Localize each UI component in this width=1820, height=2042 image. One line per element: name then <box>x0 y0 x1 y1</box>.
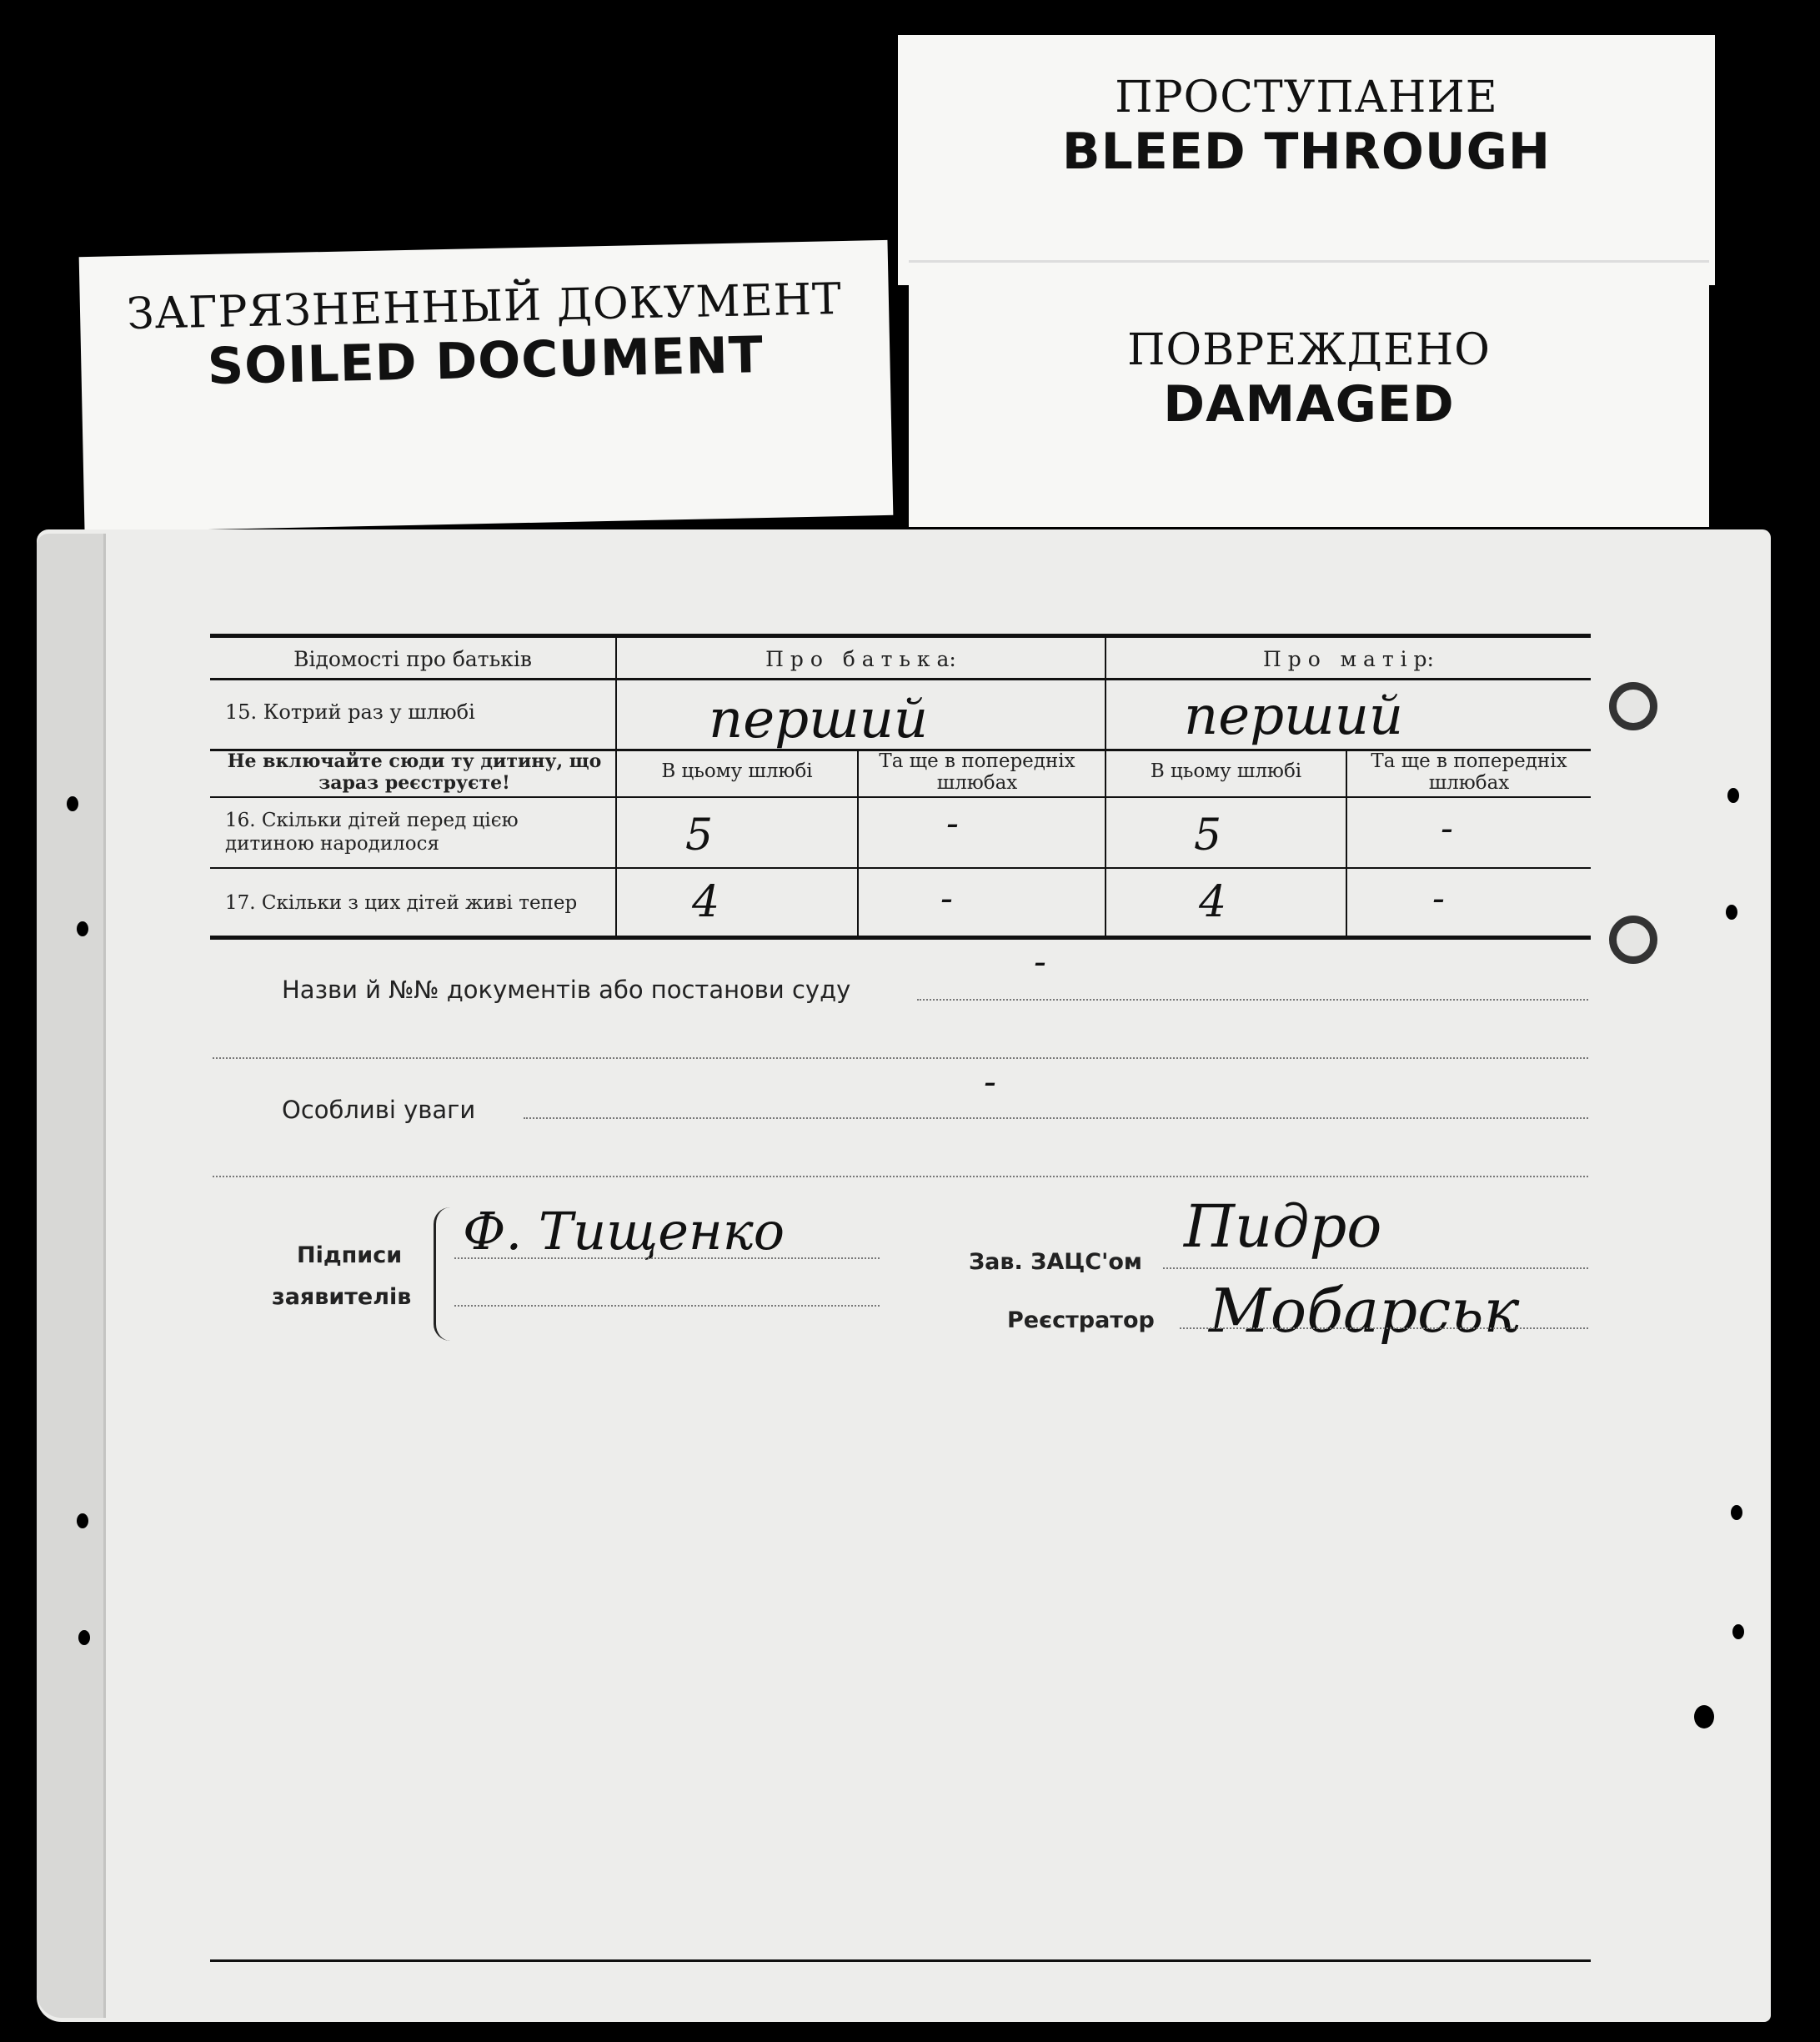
signature-brace <box>434 1207 453 1341</box>
documents-line <box>917 999 1588 1001</box>
registrar-label: Реєстратор <box>1007 1307 1155 1333</box>
subheader-note: Не включайте сюди ту дитину, що зараз реєструєте! <box>227 750 602 794</box>
notes-line-2 <box>213 1176 1588 1177</box>
registrar-signature: Мобарськ <box>1209 1276 1520 1346</box>
applicant-signature-line-2 <box>454 1305 880 1307</box>
documents-label: Назви й №№ документів або постанови суду <box>282 976 851 1004</box>
subheader-mother-previous: Та ще в попередніх шлюбах <box>1371 750 1567 794</box>
row16-father-previous: - <box>946 802 959 845</box>
row16-mother-previous: - <box>1441 807 1453 850</box>
table-bottom-rule <box>210 936 1591 940</box>
sheet-bottom-rule <box>210 1959 1591 1962</box>
applicants-label-2: заявителів <box>272 1284 412 1310</box>
applicant-signature: Ф. Тищенко <box>463 1201 785 1262</box>
head-signature: Пидро <box>1184 1192 1382 1261</box>
header-mother: П р о м а т і р: <box>1263 647 1434 671</box>
header-info-label: Відомості про батьків <box>293 647 532 671</box>
registrar-signature-line <box>1180 1327 1588 1329</box>
subheader-father-current: В цьому шлюбі <box>661 760 813 782</box>
bleed-through-card <box>898 35 1715 285</box>
row16-label: 16. Скільки дітей перед цією дитиною народилося <box>225 810 519 855</box>
punch-hole <box>78 1630 90 1645</box>
notes-line <box>524 1117 1588 1119</box>
punch-hole <box>77 921 88 936</box>
bleed-label-ru: ПРОСТУПАНИЕ <box>1115 73 1498 123</box>
row17-father-current: 4 <box>692 877 720 927</box>
header-father: П р о б а т ь к а: <box>765 647 956 671</box>
punch-hole <box>1727 788 1739 803</box>
table-top-rule <box>210 634 1591 638</box>
sheet-folded-edge <box>37 534 106 2018</box>
punch-hole <box>1694 1705 1714 1728</box>
notes-label: Особливі уваги <box>282 1096 476 1124</box>
notes-value: - <box>984 1061 996 1103</box>
head-signature-line <box>1163 1267 1588 1269</box>
row17-label: 17. Скільки з цих дітей живі тепер <box>225 892 578 914</box>
punch-hole <box>1731 1505 1742 1520</box>
punch-hole <box>1732 1624 1744 1639</box>
row17-mother-previous: - <box>1432 877 1445 920</box>
punch-hole <box>77 1513 88 1528</box>
row15-mother-value: перший <box>1184 685 1404 747</box>
punch-hole <box>67 796 78 811</box>
row16-rule <box>210 867 1591 869</box>
soiled-label-en: SOILED DOCUMENT <box>207 326 765 396</box>
col-divider <box>1105 638 1106 938</box>
row17-father-previous: - <box>940 877 953 920</box>
row16-mother-current: 5 <box>1194 810 1222 860</box>
ring-hole <box>1609 916 1657 964</box>
row15-label: 15. Котрий раз у шлюбі <box>225 700 475 724</box>
ring-hole <box>1609 682 1657 730</box>
subheader-mother-current: В цьому шлюбі <box>1150 760 1302 782</box>
applicant-signature-line <box>454 1257 880 1259</box>
damaged-card <box>909 260 1709 527</box>
row16-father-current: 5 <box>685 810 714 860</box>
damaged-label-ru: ПОВРЕЖДЕНО <box>1127 325 1491 375</box>
damaged-label-en: DAMAGED <box>1163 375 1455 434</box>
bleed-label-en: BLEED THROUGH <box>1061 123 1552 181</box>
applicants-label-1: Підписи <box>297 1242 403 1268</box>
subheader-rule <box>210 796 1591 798</box>
subheader-father-previous: Та ще в попередніх шлюбах <box>879 750 1075 794</box>
head-label: Зав. ЗАЦС'ом <box>969 1249 1142 1275</box>
documents-value: - <box>1034 941 1046 983</box>
col-divider <box>615 638 617 938</box>
soiled-document-card <box>79 240 894 532</box>
header-rule <box>210 678 1591 680</box>
documents-line-2 <box>213 1057 1588 1059</box>
row15-father-value: перший <box>709 689 929 750</box>
row17-mother-current: 4 <box>1199 877 1227 927</box>
punch-hole <box>1726 905 1737 920</box>
soiled-label-ru: ЗАГРЯЗНЕННЫЙ ДОКУМЕНТ <box>126 274 843 339</box>
